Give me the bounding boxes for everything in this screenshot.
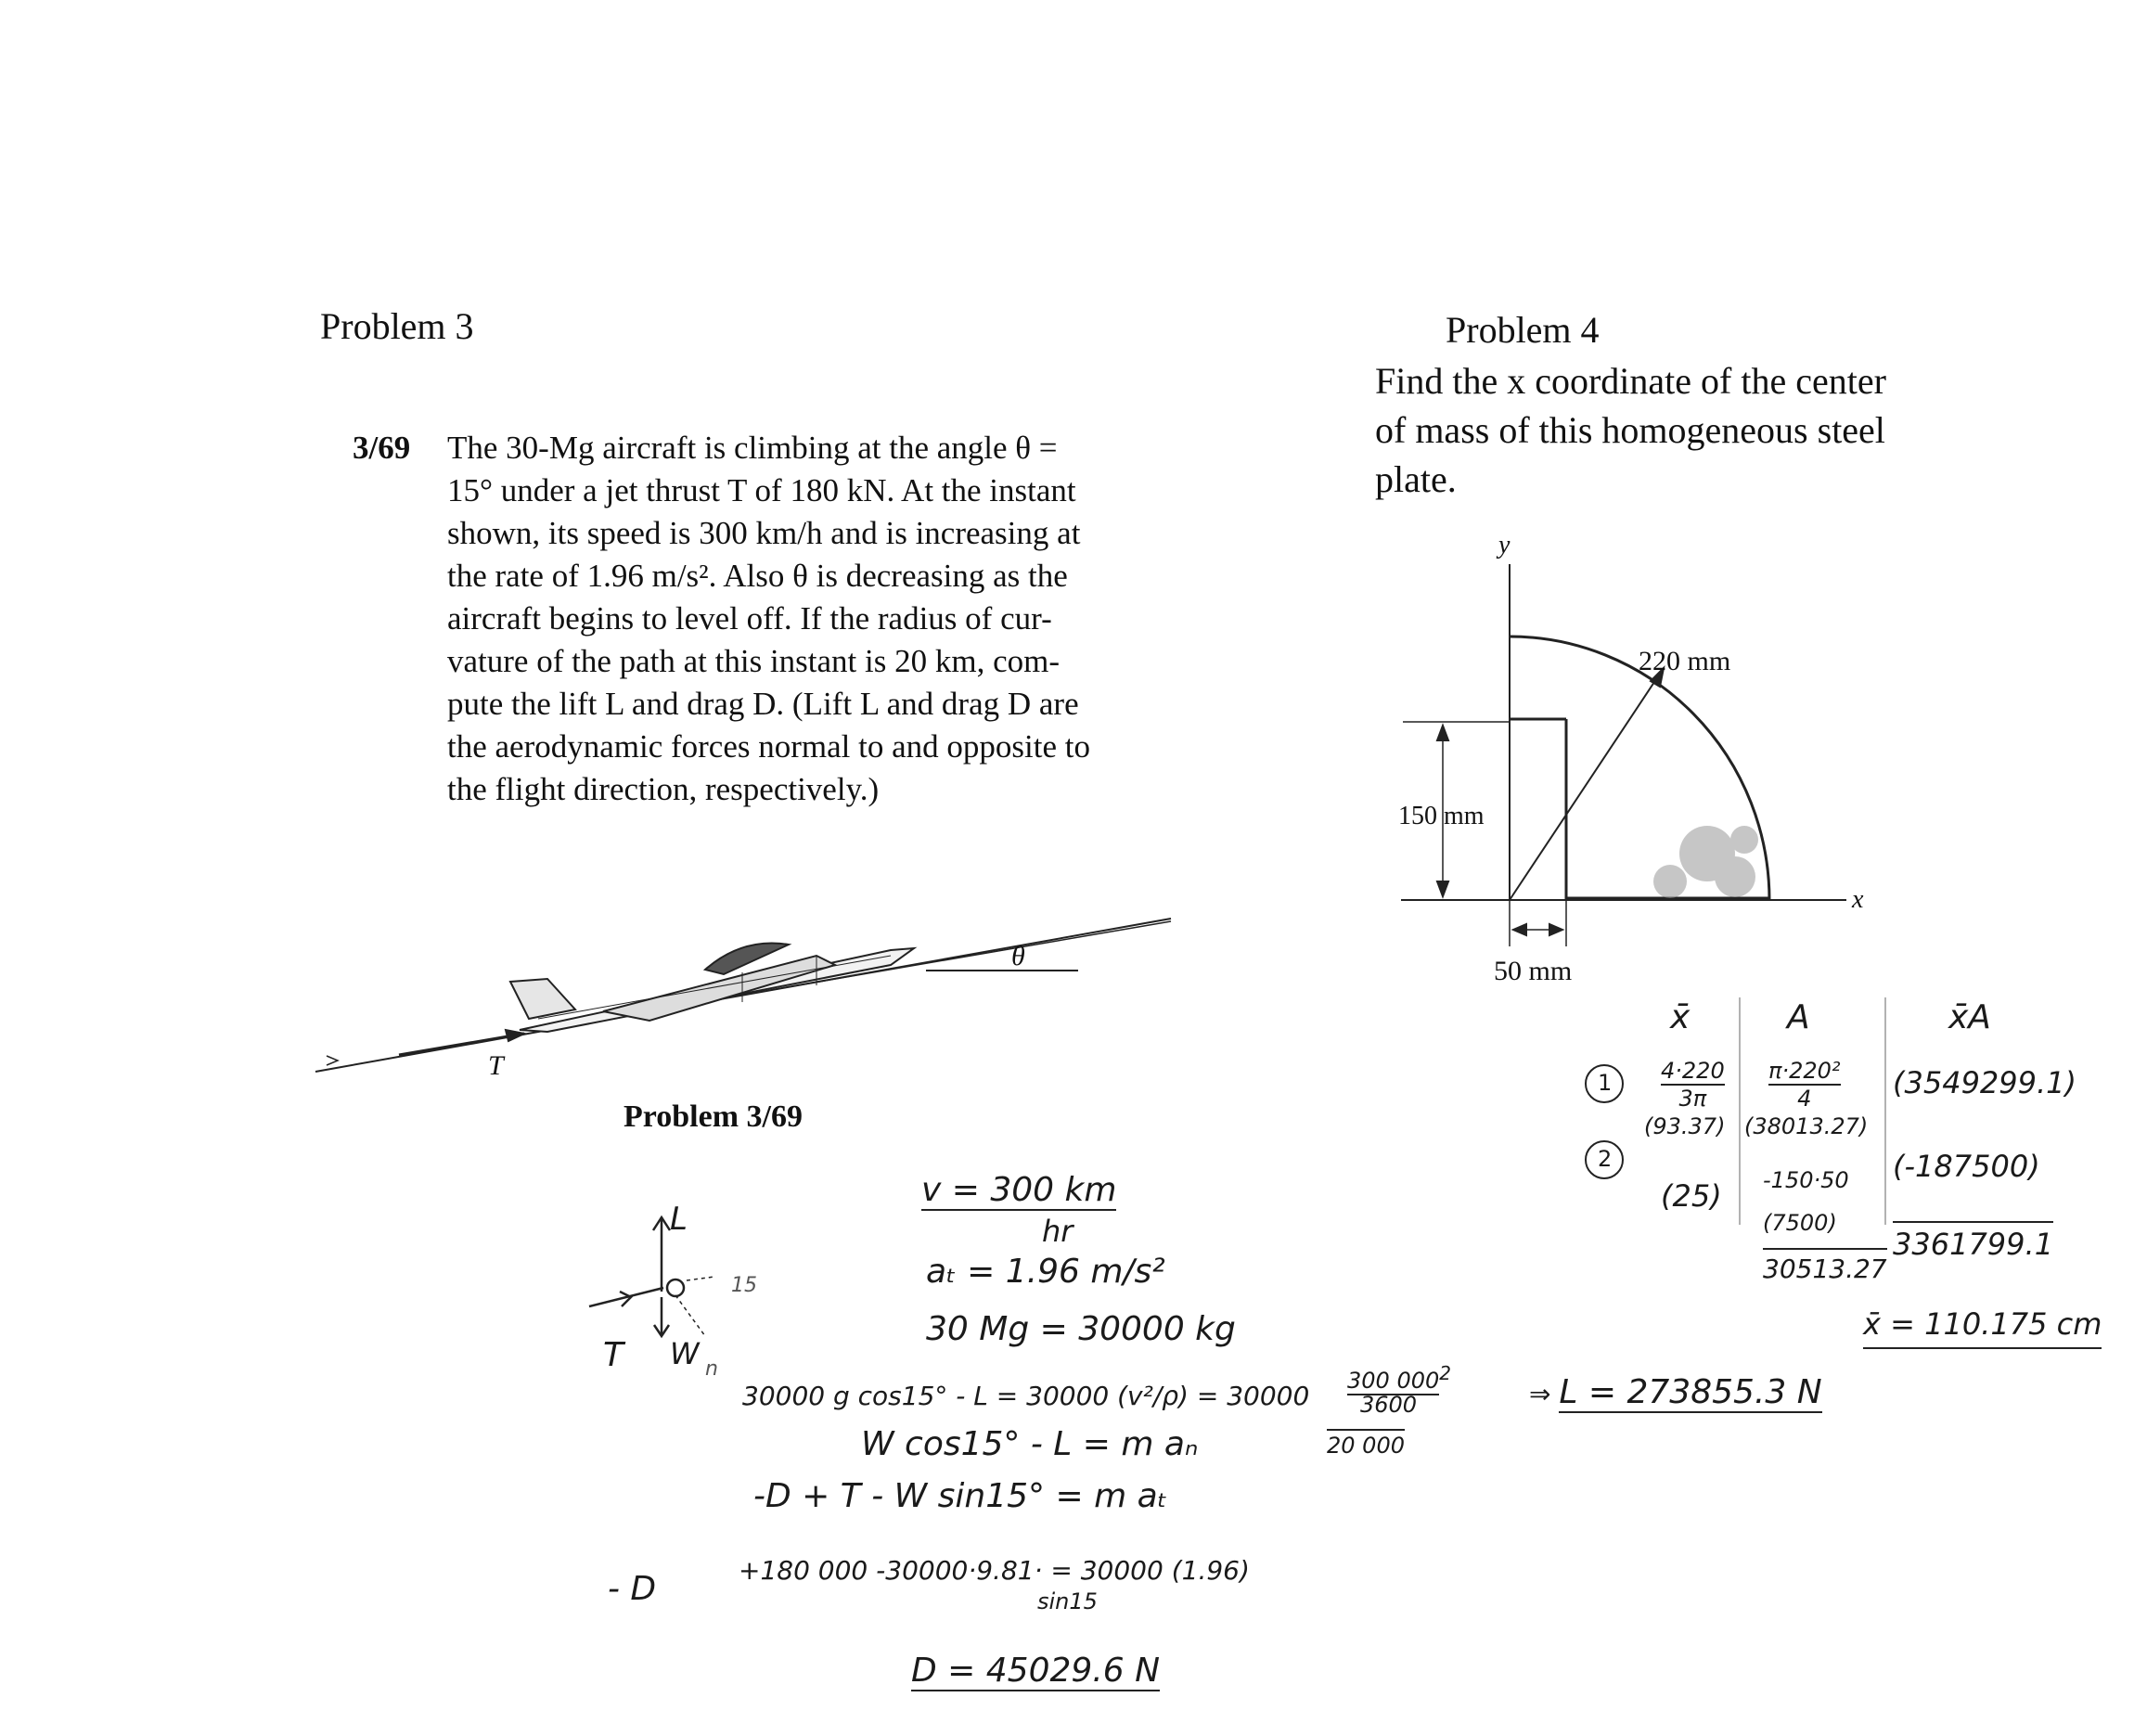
- row-2-area-expression: -150·50: [1763, 1167, 1849, 1193]
- drag-equation-d: - D: [608, 1570, 657, 1608]
- aircraft-tail: [510, 979, 575, 1019]
- normal-equation: W cos15° - L = m aₙ: [861, 1425, 1199, 1463]
- problem-3-heading: Problem 3: [320, 305, 474, 347]
- row-1-xbar-fraction: 4·220 3π: [1661, 1058, 1725, 1112]
- mass-conversion-line: 30 Mg = 30000 kg: [926, 1310, 1236, 1348]
- sum-of-areas: 30513.27: [1763, 1248, 1887, 1284]
- radius-denominator: 20 000: [1327, 1429, 1405, 1459]
- row-2-number: 2: [1598, 1146, 1613, 1172]
- table-header-xbar: x̄: [1670, 998, 1691, 1036]
- x-axis-label: x: [1852, 885, 1864, 914]
- problem-3-number: 3/69: [353, 430, 411, 466]
- radius-arrow: [1510, 668, 1664, 900]
- sum-of-moments: 3361799.1: [1893, 1221, 2053, 1262]
- velocity-fraction-numerator: 300 $000^2$: [1347, 1362, 1451, 1394]
- velocity-fraction-denominator: 3600: [1360, 1392, 1418, 1418]
- fbd-lift-label: L: [670, 1201, 688, 1238]
- statement-line: 15° under a jet thrust T of 180 kN. At the instant: [447, 472, 1076, 508]
- statement-line: pute the lift L and drag D. (Lift L and drag D are: [447, 686, 1079, 722]
- statement-line: the aerodynamic forces normal to and opposite to: [447, 728, 1090, 765]
- fbd-body: [667, 1279, 684, 1296]
- statement-line: vature of the path at this instant is 20 km, com-: [447, 643, 1061, 679]
- width-label: 50 mm: [1494, 956, 1573, 986]
- row-1-area-fraction: π·220² 4: [1768, 1058, 1841, 1112]
- statement-line: aircraft begins to level off. If the radius of cur-: [447, 600, 1052, 637]
- row-1-xbar-value: (93.37): [1644, 1113, 1726, 1139]
- lift-result: ⇒ L = 273855.3 N: [1529, 1373, 1822, 1411]
- aircraft-figure: [315, 919, 1171, 1072]
- fraction-exponent: 2: [1439, 1362, 1451, 1384]
- velocity-line: v = 300 km: [921, 1171, 1117, 1209]
- velocity-denominator: hr: [1042, 1214, 1074, 1249]
- fbd-normal-label: n: [705, 1357, 718, 1381]
- tangential-acceleration-line: aₜ = 1.96 m/s²: [926, 1253, 1165, 1291]
- steel-plate-figure: [1401, 564, 1846, 946]
- fbd-thrust-label: T: [603, 1336, 624, 1374]
- statement-line: the rate of 1.96 m/s². Also θ is decreasing as the: [447, 558, 1068, 594]
- thrust-label: T: [488, 1050, 504, 1081]
- row-1-number: 1: [1598, 1070, 1613, 1096]
- drag-equation-substituted: +180 000 -30000·9.81· = 30000 (1.96): [739, 1555, 1250, 1586]
- statement-line: shown, its speed is 300 km/h and is increasing at: [447, 515, 1081, 551]
- row-2-moment: (-187500): [1893, 1149, 2040, 1184]
- tangential-equation: -D + T - W sin15° = m aₜ: [753, 1477, 1168, 1515]
- problem-4-heading: Problem 4: [1446, 309, 1600, 351]
- fbd-weight-label: W: [670, 1336, 700, 1371]
- centroid-result: x̄ = 110.175 cm: [1863, 1306, 2102, 1349]
- row-1-area-value: (38013.27): [1744, 1113, 1869, 1139]
- fbd-thrust-arrow: [589, 1288, 663, 1306]
- table-header-xa: x̄A: [1948, 998, 1991, 1036]
- statement-line: The 30-Mg aircraft is climbing at the angle θ =: [447, 430, 1058, 466]
- row-2-area-value: (7500): [1763, 1210, 1837, 1236]
- row-1-moment: (3549299.1): [1893, 1065, 2077, 1100]
- normal-equation-substituted: 30000 g cos15° - L = 30000 (v²/ρ) = 30000: [742, 1381, 1310, 1411]
- radius-label: 220 mm: [1639, 646, 1731, 676]
- height-label: 150 mm: [1398, 802, 1485, 830]
- plate-shading: [1653, 826, 1758, 898]
- theta-label: θ: [1011, 941, 1025, 971]
- fbd-angle-label: 15: [731, 1274, 757, 1297]
- drag-equation-sin: sin15: [1037, 1588, 1098, 1614]
- statement-line: plate.: [1375, 458, 1457, 500]
- table-header-area: A: [1787, 998, 1810, 1036]
- drag-result: D = 45029.6 N: [911, 1652, 1161, 1690]
- figure-caption: Problem 3/69: [624, 1099, 803, 1134]
- free-body-diagram: [589, 1217, 714, 1336]
- statement-line: of mass of this homogeneous steel: [1375, 409, 1885, 451]
- statement-line: Find the x coordinate of the center: [1375, 360, 1886, 402]
- statement-line: the flight direction, respectively.): [447, 771, 880, 807]
- row-2-xbar-value: (25): [1661, 1178, 1722, 1214]
- thrust-arrow: [399, 1034, 524, 1055]
- y-axis-label: y: [1498, 531, 1511, 559]
